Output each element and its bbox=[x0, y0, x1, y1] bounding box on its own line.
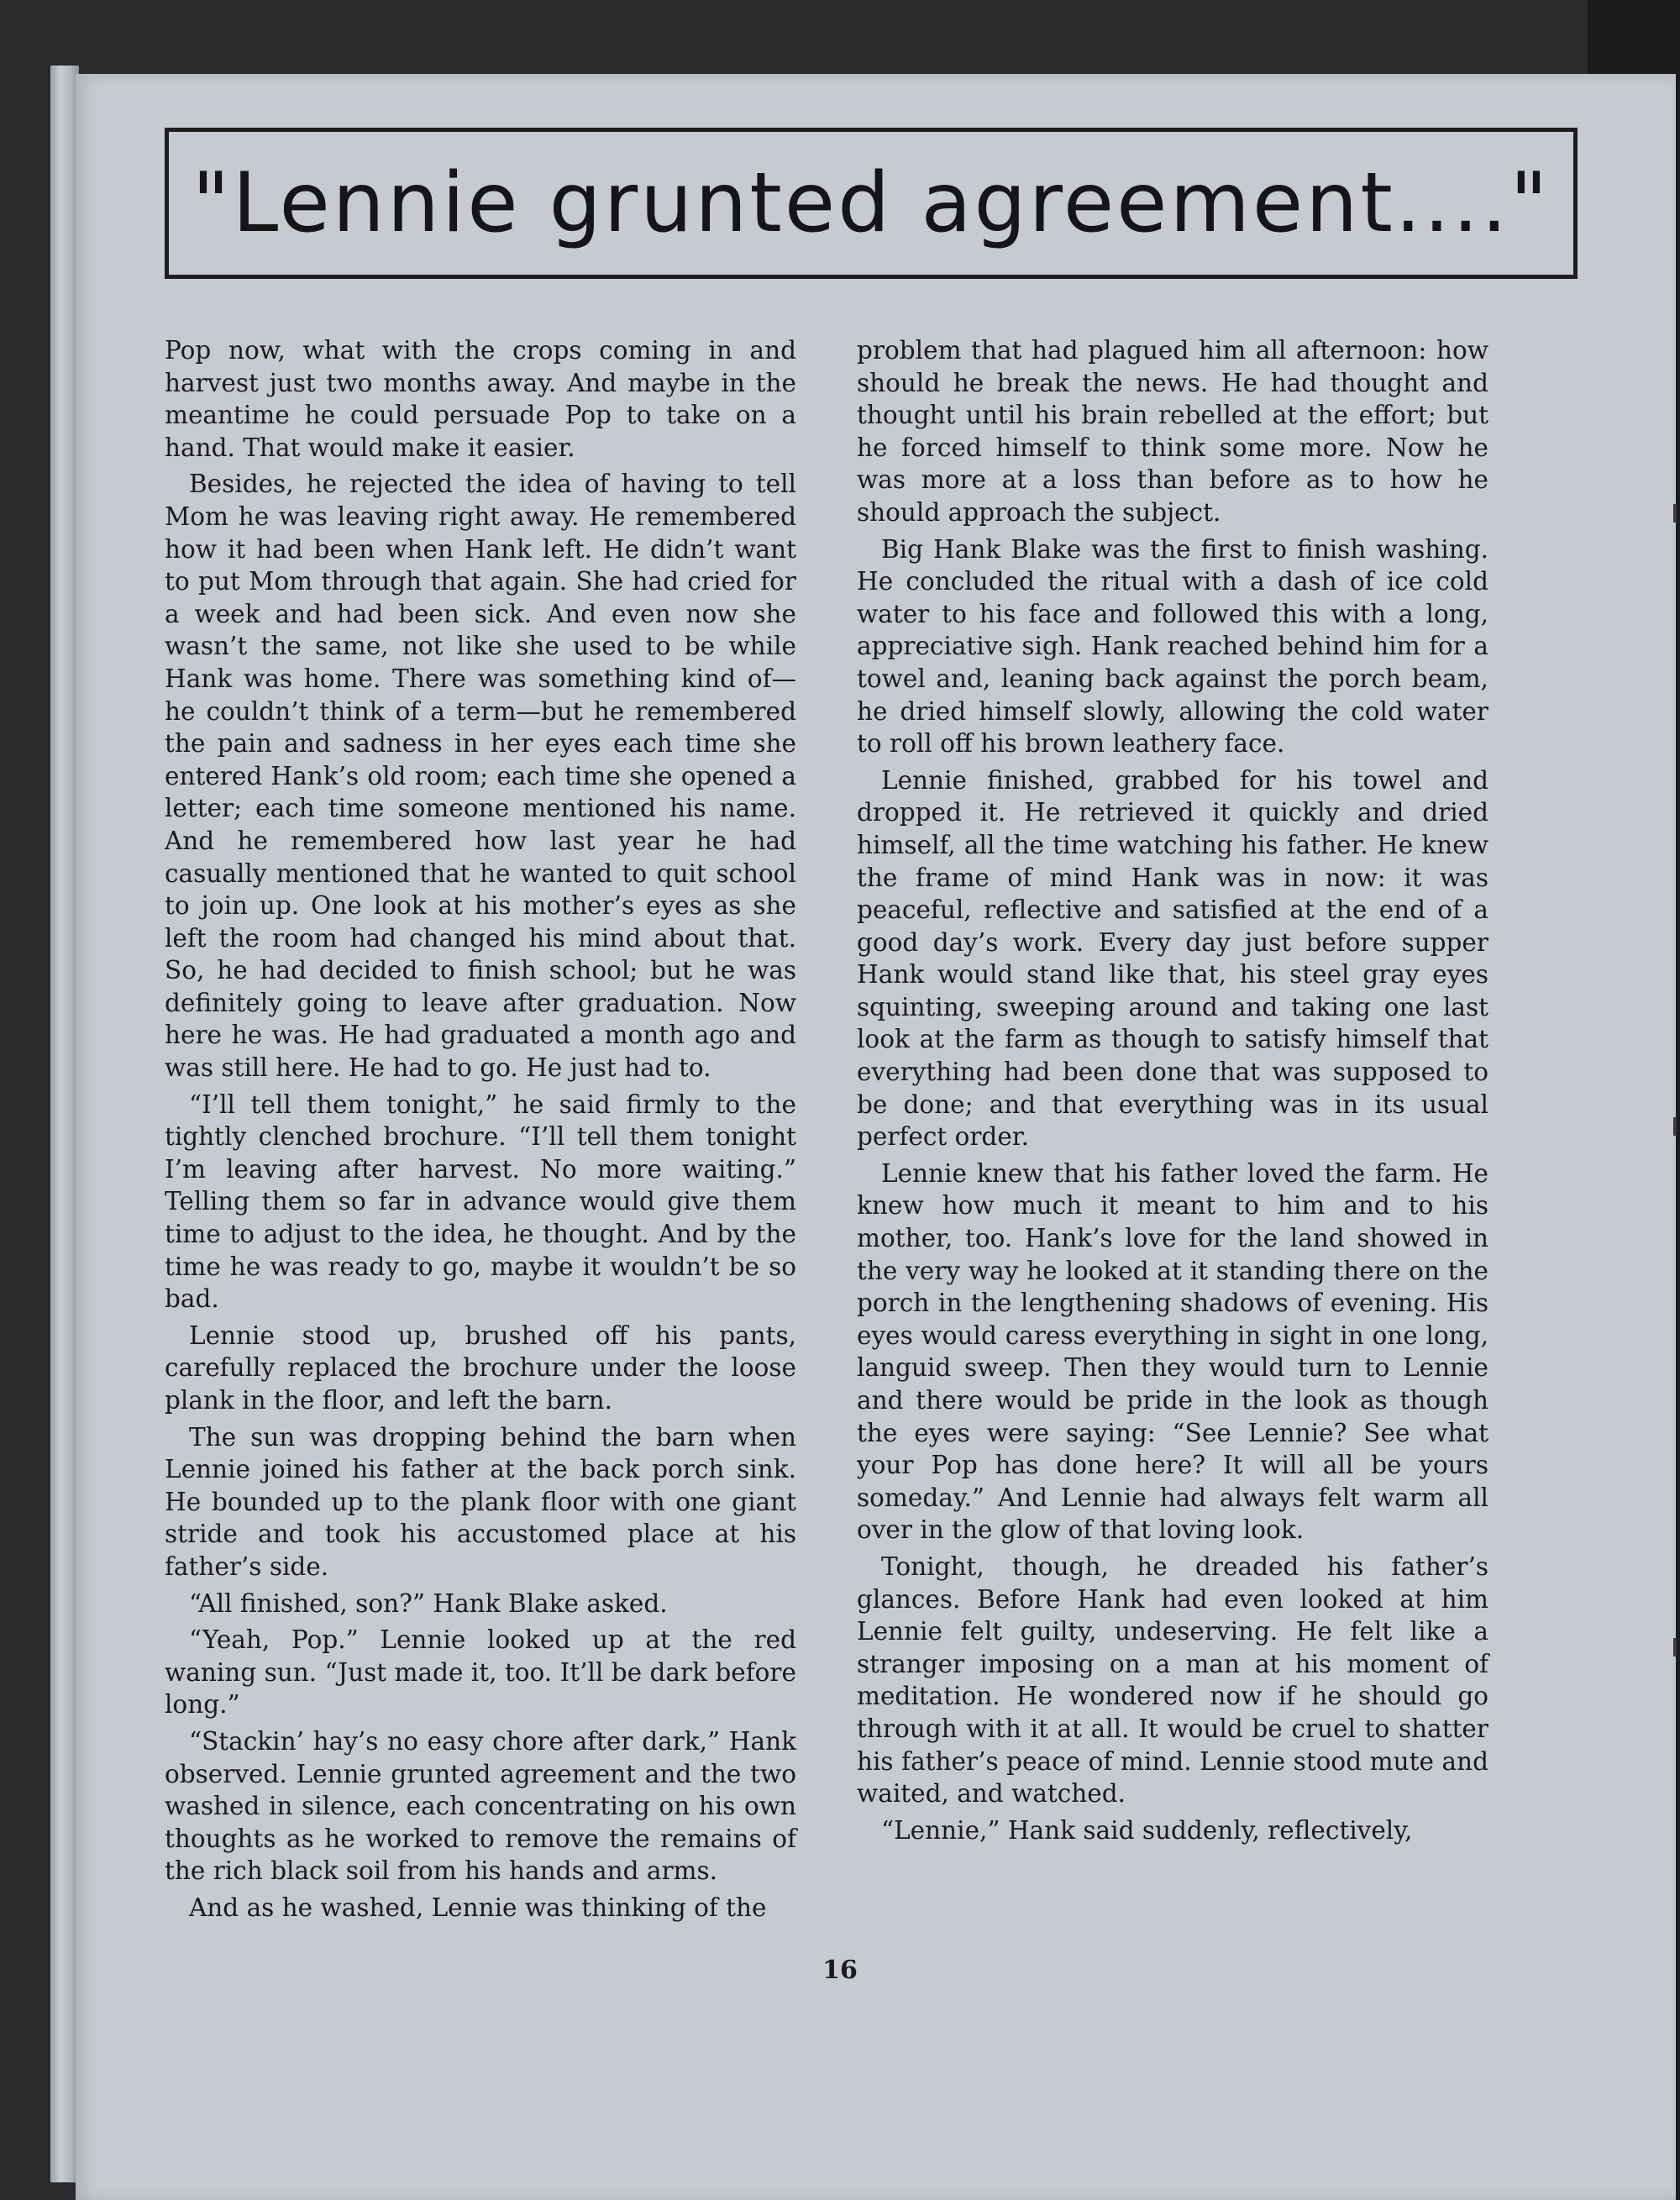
right-text-column bbox=[857, 334, 1488, 1851]
paragraph: Lennie stood up, brushed off his pants, carefully replaced the brochure under the loose plank in the floor, and left the barn. bbox=[165, 1321, 796, 1415]
paragraph: “All finished, son?” Hank Blake asked. bbox=[189, 1588, 668, 1618]
paragraph: “Lennie,” Hank said suddenly, reflectively, bbox=[881, 1815, 1413, 1845]
paragraph: Pop now, what with the crops coming in and harvest just two months away. And maybe in the meantime he could persuade Pop to take on a hand. That would make it easier. bbox=[165, 336, 796, 462]
paragraph: The sun was dropping behind the barn when Lennie joined his father at the back porch sink. He bounded up to the plank floor with one giant stride and took his accustomed place at his father’s side. bbox=[165, 1422, 796, 1581]
paragraph: Tonight, though, he dreaded his father’s glances. Before Hank had even looked at him Lennie felt guilty, undeserving. He felt like a stranger imposing on a man at his moment of meditation. He wondered now if he should go through with it at all. It would be cruel to shatter his father’s peace of mind. Lennie stood mute and waited, and watched. bbox=[857, 1552, 1488, 1809]
paragraph: “Yeah, Pop.” Lennie looked up at the red waning sun. “Just made it, too. It’ll be dark before long.” bbox=[165, 1625, 796, 1720]
paragraph: problem that had plagued him all afternoon: how should he break the news. He had thought and thought until his brain rebelled at the effort; but he forced himself to think some more. Now he was more at a loss than before as to how he should approach the subject. bbox=[857, 336, 1488, 527]
headline-box bbox=[165, 128, 1578, 279]
edge-mark bbox=[1673, 504, 1677, 522]
left-text-column bbox=[165, 334, 796, 1929]
paragraph: “Stackin’ hay’s no easy chore after dark,” Hank observed. Lennie grunted agreement and the two washed in silence, each concentrating on his own thoughts as he worked to remove the remains of the rich black soil from his hands and arms. bbox=[165, 1726, 796, 1886]
paragraph: And as he washed, Lennie was thinking of the bbox=[189, 1893, 767, 1922]
paragraph: Besides, he rejected the idea of having to tell Mom he was leaving right away. He remembered how it had been when Hank left. He didn’t want to put Mom through that again. She had cried for a week and had been sick. And even now she wasn’t the same, not like she used to be while Hank was home. There was something kind of—he couldn’t think of a term—but he remembered the pain and sadness in her eyes each time she entered Hank’s old room; each time she opened a letter; each time someone mentioned his name. And he remembered how last year he had casually mentioned that he wanted to quit school to join up. One look at his mother’s eyes as she left the room had changed his mind about that. So, he had decided to finish school; but he was definitely going to leave after graduation. Now here he was. He had graduated a month ago and was still here. He had to go. He just had to. bbox=[165, 470, 796, 1083]
paragraph: “I’ll tell them tonight,” he said firmly to the tightly clenched brochure. “I’ll tell them tonight I’m leaving after harvest. No more waiting.” Telling them so far in advance would give them time to adjust to the idea, he thought. And by the time he was ready to go, maybe it wouldn’t be so bad. bbox=[165, 1089, 796, 1314]
page-binding-edge bbox=[50, 66, 79, 2182]
page-number: 16 bbox=[822, 1956, 858, 1985]
paragraph: Lennie knew that his father loved the farm. He knew how much it meant to him and to his mother, too. Hank’s love for the land showed in the very way he looked at it standing there on the porch in the lengthening shadows of evening. His eyes would caress everything in sight in one long, languid sweep. Then they would turn to Lennie and there would be pride in the look as though the eyes were saying: “See Lennie? See what your Pop has done here? It will all be yours someday.” And Lennie had always felt warm all over in the glow of that loving look. bbox=[857, 1158, 1488, 1545]
edge-mark bbox=[1673, 1117, 1677, 1136]
edge-mark bbox=[1673, 1638, 1677, 1657]
headline: "Lennie grunted agreement...." bbox=[192, 155, 1551, 251]
paragraph: Lennie finished, grabbed for his towel and dropped it. He retrieved it quickly and dried himself, all the time watching his father. He knew the frame of mind Hank was in now: it was peaceful, reflective and satisfied at the end of a good day’s work. Every day just before supper Hank would stand like that, his steel gray eyes squinting, sweeping around and taking one last look at the farm as though to satisfy himself that everything had been done that was supposed to be done; and that everything was in its usual perfect order. bbox=[857, 765, 1488, 1152]
paragraph: Big Hank Blake was the first to finish washing. He concluded the ritual with a dash of ice cold water to his face and followed this with a long, appreciative sigh. Hank reached behind him for a towel and, leaning back against the porch beam, he dried himself slowly, allowing the cold water to roll off his brown leathery face. bbox=[857, 534, 1488, 759]
